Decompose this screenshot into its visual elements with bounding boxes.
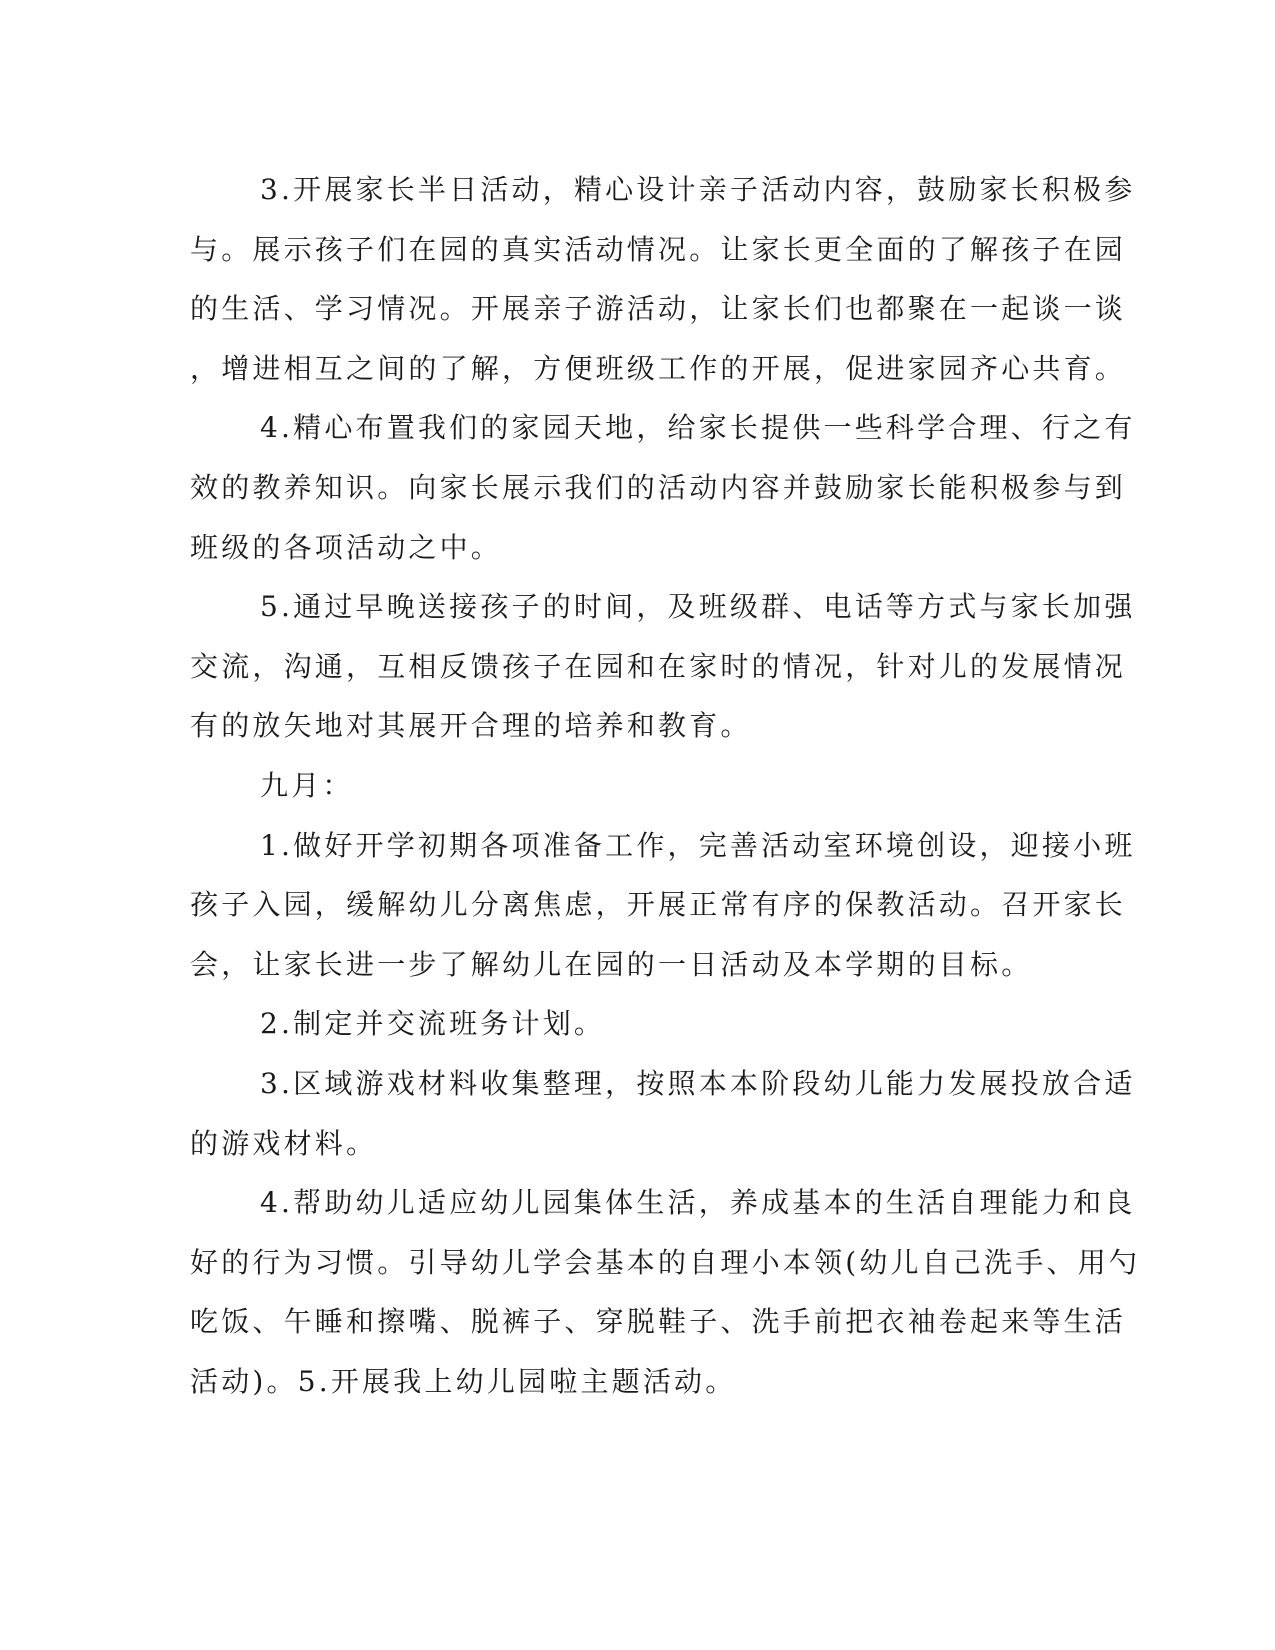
text-line: 交流，沟通，互相反馈孩子在园和在家时的情况，针对儿的发展情况 — [190, 649, 1127, 683]
text-line: 1.做好开学初期各项准备工作，完善活动室环境创设，迎接小班 — [260, 828, 1136, 862]
document-body — [190, 160, 1141, 1411]
text-line: 3.开展家长半日活动，精心设计亲子活动内容，鼓励家长积极参 — [260, 173, 1136, 206]
text-line: 活动)。5.开展我上幼儿园啦主题活动。 — [190, 1364, 737, 1398]
text-line: 的游戏材料。 — [190, 1126, 378, 1160]
section-heading: 九月： — [260, 768, 354, 802]
text-line: 5.通过早晚送接孩子的时间，及班级群、电话等方式与家长加强 — [260, 590, 1136, 624]
text-line: 效的教养知识。向家长展示我们的活动内容并鼓励家长能积极参与到 — [190, 470, 1127, 504]
text-line: 有的放矢地对其展开合理的培养和教育。 — [190, 709, 752, 743]
text-line: 的生活、学习情况。开展亲子游活动，让家长们也都聚在一起谈一谈 — [190, 292, 1127, 326]
text-line: 班级的各项活动之中。 — [190, 530, 503, 564]
text-line: 孩子入园，缓解幼儿分离焦虑，开展正常有序的保教活动。召开家长 — [190, 888, 1127, 922]
text-line: 好的行为习惯。引导幼儿学会基本的自理小本领(幼儿自己洗手、用勺 — [190, 1245, 1141, 1279]
text-line: 4.帮助幼儿适应幼儿园集体生活，养成基本的生活自理能力和良 — [260, 1186, 1136, 1220]
text-line: 3.区域游戏材料收集整理，按照本本阶段幼儿能力发展投放合适 — [260, 1066, 1136, 1100]
text-line: ，增进相互之间的了解，方便班级工作的开展，促进家园齐心共育。 — [190, 351, 1127, 385]
text-line: 与。展示孩子们在园的真实活动情况。让家长更全面的了解孩子在园 — [190, 232, 1127, 266]
text-line: 吃饭、午睡和擦嘴、脱裤子、穿脱鞋子、洗手前把衣袖卷起来等生活 — [190, 1305, 1127, 1339]
text-line: 2.制定并交流班务计划。 — [260, 1007, 606, 1041]
text-line: 4.精心布置我们的家园天地，给家长提供一些科学合理、行之有 — [260, 411, 1136, 445]
text-line: 会，让家长进一步了解幼儿在园的一日活动及本学期的目标。 — [190, 947, 1033, 981]
